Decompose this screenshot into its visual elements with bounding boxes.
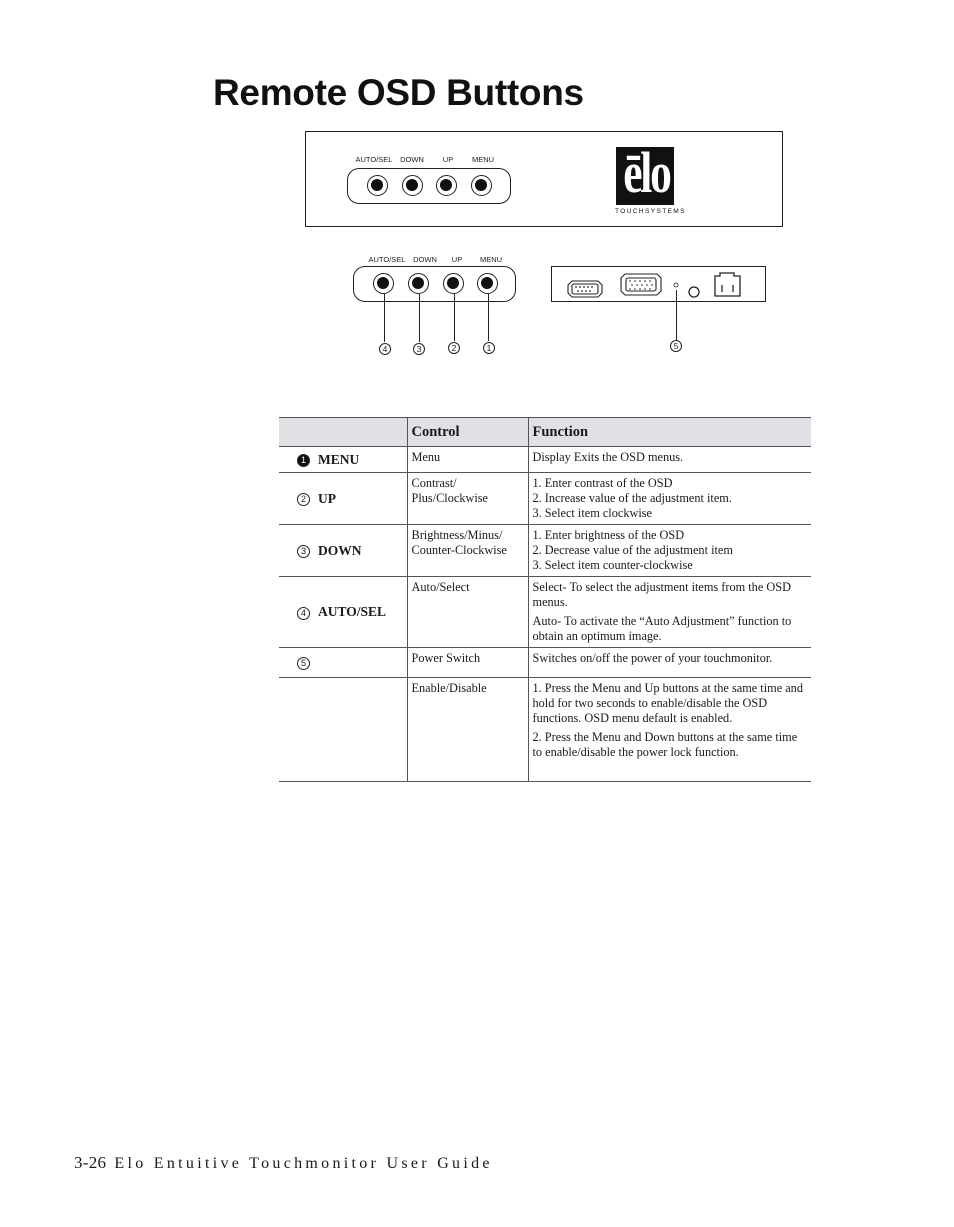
function-cell: 1. Enter contrast of the OSD 2. Increase value of the adjustment item. 3. Select item clockwise	[528, 473, 811, 525]
number-badge: 4	[297, 607, 310, 620]
number-badge: 3	[297, 545, 310, 558]
function-cell: Switches on/off the power of your touchmonitor.	[528, 648, 811, 678]
header-function: Function	[528, 418, 811, 447]
side-label-menu: MENU	[479, 255, 503, 264]
number-badge: 2	[297, 493, 310, 506]
guide-title: Elo Entuitive Touchmonitor User Guide	[114, 1155, 493, 1172]
function-cell: Select- To select the adjustment items from the OSD menus. Auto- To activate the “Auto Adjustment” function to obtain an optimum image.	[528, 577, 811, 648]
header-control: Control	[407, 418, 528, 447]
led-indicator-icon	[674, 283, 678, 287]
elo-logo: ēlo TOUCHSYSTEMS	[615, 147, 686, 215]
table-row	[279, 648, 811, 678]
control-cell: Enable/Disable	[407, 678, 528, 782]
number-badge: 1	[297, 454, 310, 467]
vga-port-icon	[621, 274, 661, 295]
page-number: 3-26	[74, 1153, 107, 1172]
leader-line-4	[384, 294, 385, 342]
table-row	[279, 525, 811, 577]
leader-line-3	[419, 294, 420, 342]
side-label-down: DOWN	[413, 255, 437, 264]
front-label-down: DOWN	[400, 155, 424, 164]
button-name: AUTO/SEL	[318, 604, 387, 620]
control-cell: Auto/Select	[407, 577, 528, 648]
front-label-auto-sel: AUTO/SEL	[355, 155, 393, 164]
table-row	[279, 678, 811, 782]
callout-5: 5	[670, 340, 682, 352]
function-cell: 1. Enter brightness of the OSD 2. Decrease value of the adjustment item 3. Select item counter-clockwise	[528, 525, 811, 577]
table-row	[279, 577, 811, 648]
row-button-cell	[279, 447, 407, 473]
rear-connector-panel	[551, 266, 766, 302]
header-button	[279, 418, 407, 447]
callout-3: 3	[413, 343, 425, 355]
leader-line-2	[454, 294, 455, 341]
page-footer	[74, 1153, 493, 1173]
side-button-strip	[353, 266, 516, 302]
side-menu-button	[477, 273, 498, 294]
side-label-auto-sel: AUTO/SEL	[368, 255, 406, 264]
button-name: MENU	[318, 451, 360, 467]
callout-2: 2	[448, 342, 460, 354]
table-row	[279, 473, 811, 525]
row-button-cell	[279, 678, 407, 782]
side-auto-sel-button	[373, 273, 394, 294]
row-button-cell	[279, 473, 407, 525]
button-name: DOWN	[318, 542, 362, 558]
table-row	[279, 447, 811, 473]
function-cell: Display Exits the OSD menus.	[528, 447, 811, 473]
serial-port-icon	[568, 281, 602, 297]
side-up-button	[443, 273, 464, 294]
number-badge: 5	[297, 657, 310, 670]
front-label-menu: MENU	[471, 155, 495, 164]
control-cell: Menu	[407, 447, 528, 473]
row-button-cell	[279, 577, 407, 648]
button-name: UP	[318, 490, 336, 506]
control-cell: Power Switch	[407, 648, 528, 678]
row-button-cell	[279, 525, 407, 577]
power-inlet-icon	[715, 273, 740, 296]
callout-1: 1	[483, 342, 495, 354]
callout-4: 4	[379, 343, 391, 355]
control-cell: Contrast/ Plus/Clockwise	[407, 473, 528, 525]
side-label-up: UP	[451, 255, 463, 264]
control-cell: Brightness/Minus/ Counter-Clockwise	[407, 525, 528, 577]
row-button-cell	[279, 648, 407, 678]
osd-controls-table	[279, 417, 811, 782]
leader-line-5	[676, 290, 677, 340]
page-title: Remote OSD Buttons	[213, 72, 584, 113]
power-switch-icon	[689, 287, 699, 297]
leader-line-1	[488, 294, 489, 341]
side-down-button	[408, 273, 429, 294]
front-label-up: UP	[442, 155, 454, 164]
function-cell: 1. Press the Menu and Up buttons at the same time and hold for two seconds to enable/disable the OSD functions. OSD menu default is enabled. 2. Press the Menu and Down buttons at the same time to enable/disable the power lock function.	[528, 678, 811, 782]
table-header-row	[279, 418, 811, 447]
